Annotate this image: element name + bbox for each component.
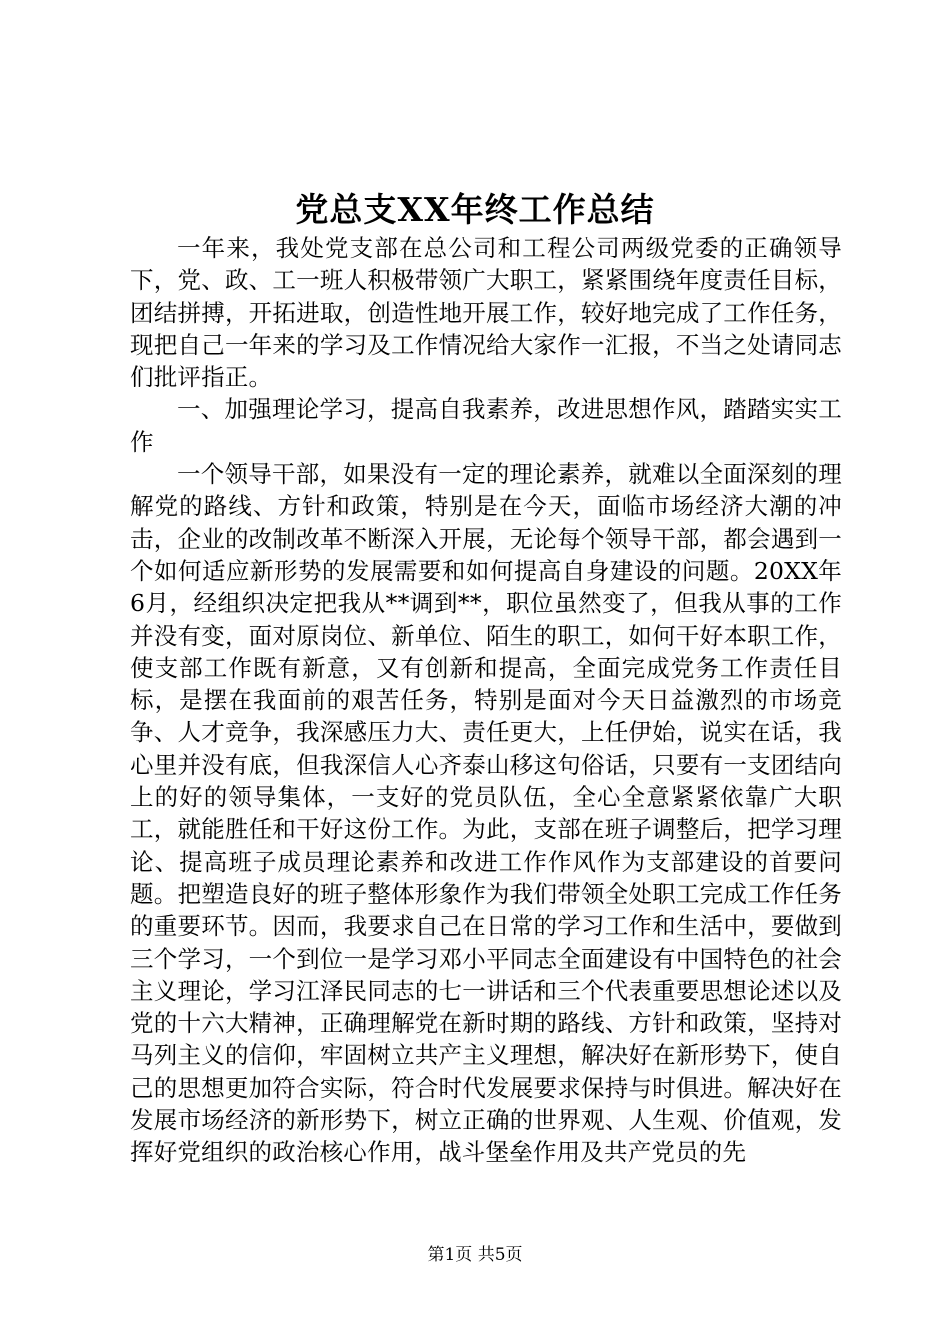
paragraph-section-heading: 一、加强理论学习，提高自我素养，改进思想作风，踏踏实实工作 (130, 395, 842, 456)
document-body (130, 232, 842, 1169)
document-title: 党总支XX年终工作总结 (295, 190, 655, 229)
paragraph-intro: 一年来，我处党支部在总公司和工程公司两级党委的正确领导下，党、政、工一班人积极带领广大职工，紧紧围绕年度责任目标，团结拼搏，开拓进取，创造性地开展工作，较好地完成了工作任务，现把自己一年来的学习及工作情况给大家作一汇报，不当之处请同志们批评指正。 (130, 234, 842, 392)
paragraph-main: 一个领导干部，如果没有一定的理论素养，就难以全面深刻的理解党的路线、方针和政策，特别是在今天，面临市场经济大潮的冲击，企业的改制改革不断深入开展，无论每个领导干部，都会遇到一个如何适应新形势的发展需要和如何提高自身建设的问题。20XX年6月，经组织决定把我从**调到**，职位虽然变了，但我从事的工作并没有变，面对原岗位、新单位、陌生的职工，如何干好本职工作，使支部工作既有新意，又有创新和提高，全面完成党务工作责任目标，是摆在我面前的艰苦任务，特别是面对今天日益激烈的市场竞争、人才竞争，我深感压力大、责任更大，上任伊始，说实在话，我心里并没有底，但我深信人心齐泰山移这句俗话，只要有一支团结向上的好的领导集体，一支好的党员队伍，全心全意紧紧依靠广大职工，就能胜任和干好这份工作。为此，支部在班子调整后，把学习理论、提高班子成员理论素养和改进工作作风作为支部建设的首要问题。把塑造良好的班子整体形象作为我们带领全处职工完成工作任务的重要环节。因而，我要求自己在日常的学习工作和生活中，要做到三个学习，一个到位一是学习邓小平同志全面建设有中国特色的社会主义理论，学习江泽民同志的七一讲话和三个代表重要思想论述以及党的十六大精神，正确理解党在新时期的路线、方针和政策，坚持对马列主义的信仰，牢固树立共产主义理想，解决好在新形势下，使自己的思想更加符合实际，符合时代发展要求保持与时俱进。解决好在发展市场经济的新形势下，树立正确的世界观、人生观、价值观，发挥好党组织的政治核心作用，战斗堡垒作用及共产党员的先 (130, 460, 842, 1167)
page-number: 第1页 共5页 (427, 1245, 523, 1265)
